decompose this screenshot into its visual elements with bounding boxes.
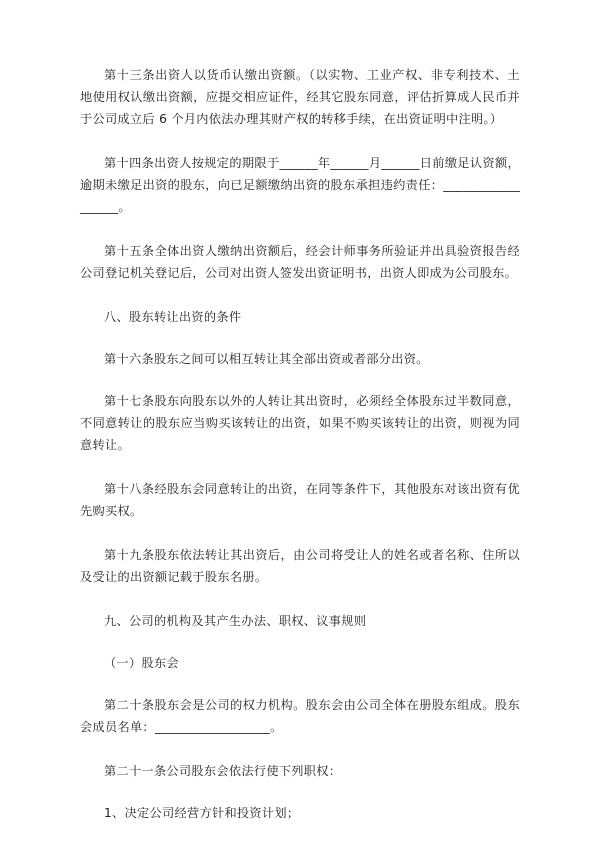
article-21-item-1: 1、决定公司经营方针和投资计划； <box>104 806 300 820</box>
article-15-paragraph: 第十五条全体出资人缴纳出资额后，经会计师事务所验证并出具验资报告经公司登记机关登记后，公司对出资人签发出资证明书，出资人即成为公司股东。 <box>80 244 520 280</box>
article-19-paragraph: 第十九条股东依法转让其出资后，由公司将受让人的姓名或者名称、住所以及受让的出资额记载于股东名册。 <box>80 548 520 584</box>
article-17-paragraph: 第十七条股东向股东以外的人转让其出资时，必须经全体股东过半数同意，不同意转让的股东应当购买该转让的出资，如果不购买该转让的出资，则视为同意转让。 <box>80 394 520 452</box>
section-9-heading: 九、公司的机构及其产生办法、职权、议事规则 <box>104 614 367 628</box>
article-16-paragraph: 第十六条股东之间可以相互转让其全部出资或者部分出资。 <box>104 352 429 366</box>
article-13-paragraph: 第十三条出资人以货币认缴出资额。（以实物、工业产权、非专利技术、土地使用权认缴出资额，应提交相应证件，经其它股东同意，评估折算成人民币并于公司成立后 6 个月内依法办理其财产权的转移手续，在出资证明中注明。） <box>80 68 520 126</box>
shareholders-meeting-subheading: （一）股东会 <box>104 656 179 670</box>
article-18-paragraph: 第十八条经股东会同意转让的出资，在同等条件下，其他股东对该出资有优先购买权。 <box>80 482 520 518</box>
section-8-heading: 八、股东转让出资的条件 <box>104 310 242 324</box>
article-20-paragraph: 第二十条股东会是公司的权力机构。股东会由公司全体在册股东组成。股东会成员名单：__________________。 <box>80 698 520 734</box>
article-21-paragraph: 第二十一条公司股东会依法行使下列职权： <box>104 764 342 778</box>
document-body <box>80 64 520 846</box>
article-14-paragraph: 第十四条出资人按规定的期限于______年______月______日前缴足认资额，逾期未缴足出资的股东，向已足额缴纳出资的股东承担违约责任：__________________。 <box>80 156 520 214</box>
